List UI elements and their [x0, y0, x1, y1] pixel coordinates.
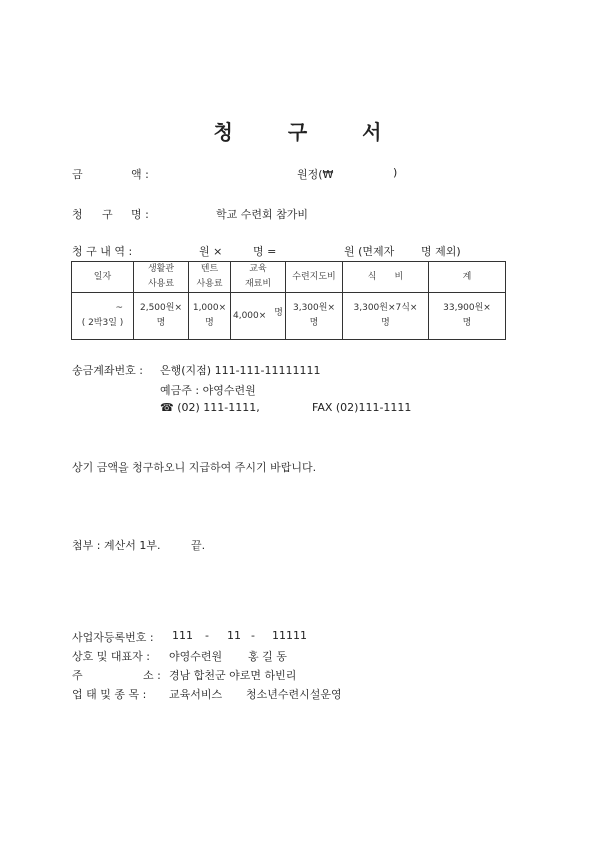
header-tent: 텐트 사용료	[189, 262, 231, 293]
rep-org: 야영수련원	[169, 650, 223, 663]
cell-lodging: 2,500원× 명	[134, 293, 189, 340]
reg-part-1: 111	[172, 629, 193, 642]
type-a: 교육서비스	[169, 688, 223, 701]
claim-name-label-c: 명 :	[131, 208, 149, 221]
cell-tent: 1,000× 명	[189, 293, 231, 340]
amount-label-b: 액 :	[131, 168, 149, 181]
rep-label: 상호 및 대표자 :	[72, 650, 150, 663]
header-meal: 식 비	[343, 262, 429, 293]
reg-label: 사업자등록번호 :	[72, 631, 154, 644]
title-char-2: 구	[287, 120, 308, 144]
cell-material: 4,000× 명	[231, 293, 286, 340]
document-title	[0, 116, 595, 145]
title-char-1: 청	[213, 120, 233, 144]
remit-phone: ☎ (02) 111-1111,	[160, 401, 260, 414]
amount-won: 원정(₩	[297, 168, 334, 181]
reg-part-2: -	[205, 629, 209, 642]
claim-name-value: 학교 수련회 참가비	[216, 208, 309, 221]
attachment-end: 끝.	[191, 539, 206, 552]
rep-name: 홍 길 동	[248, 650, 287, 663]
attachment-text: 첨부 : 계산서 1부.	[72, 539, 161, 552]
cell-guidance: 3,300원× 명	[286, 293, 343, 340]
claim-detail-label: 청 구 내 역 :	[72, 245, 133, 258]
claim-detail-won-tail: 원 (면제자	[344, 245, 395, 258]
cell-meal: 3,300원×7식× 명	[343, 293, 429, 340]
header-lodging: 생활관 사용료	[134, 262, 189, 293]
reg-part-4: -	[251, 629, 255, 642]
claim-detail-people-eq: 명 =	[253, 245, 277, 258]
addr-value: 경남 합천군 야로면 하빈리	[169, 669, 297, 682]
claim-name-label-a: 청	[72, 208, 83, 221]
table-row	[72, 293, 506, 340]
reg-part-5: 11111	[272, 629, 307, 642]
header-total: 계	[429, 262, 506, 293]
type-label: 업 태 및 종 목 :	[72, 688, 147, 701]
cell-total: 33,900원× 명	[429, 293, 506, 340]
remit-fax: FAX (02)111-1111	[312, 401, 412, 414]
addr-label-b: 소 :	[143, 669, 161, 682]
title-char-3: 서	[362, 120, 382, 144]
cell-date: ~ ( 2박3일 )	[72, 293, 134, 340]
addr-label-a: 주	[72, 669, 83, 682]
header-guidance: 수련지도비	[286, 262, 343, 293]
claim-detail-won-x: 원 ×	[199, 245, 223, 258]
type-b: 청소년수련시설운영	[246, 688, 342, 701]
header-material: 교육 재료비	[231, 262, 286, 293]
reg-part-3: 11	[227, 629, 241, 642]
remit-bank: 은행(지점) 111-111-11111111	[160, 364, 321, 377]
amount-label-a: 금	[72, 168, 83, 181]
header-date: 일자	[72, 262, 134, 293]
request-sentence: 상기 금액을 청구하오니 지급하여 주시기 바랍니다.	[72, 461, 317, 474]
claim-table	[71, 261, 506, 340]
table-header-row	[72, 262, 506, 293]
amount-close: )	[393, 166, 398, 179]
remit-holder: 예금주 : 야영수련원	[160, 384, 256, 397]
claim-detail-exempt: 명 제외)	[421, 245, 461, 258]
claim-name-label-b: 구	[102, 208, 113, 221]
remit-label: 송금계좌번호 :	[72, 364, 143, 377]
